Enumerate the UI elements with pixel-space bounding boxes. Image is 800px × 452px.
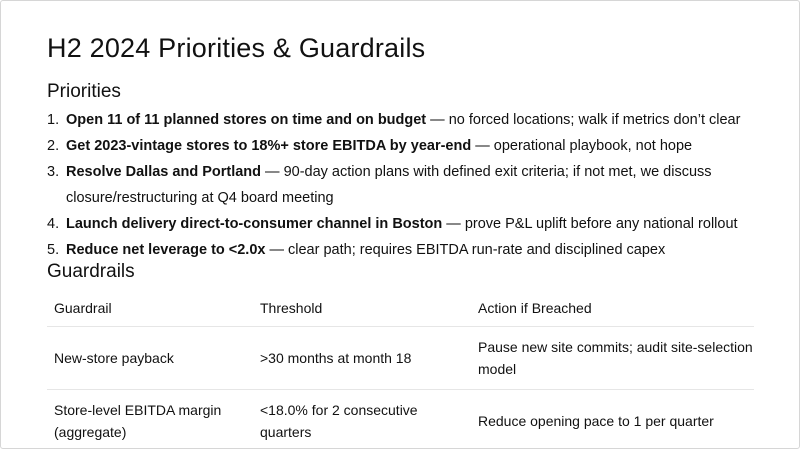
guardrails-table — [47, 290, 754, 452]
priority-detail: — operational playbook, not hope — [471, 138, 692, 154]
priority-item — [47, 107, 767, 133]
priority-lead: Resolve Dallas and Portland — [66, 164, 261, 180]
priority-lead: Get 2023-vintage stores to 18%+ store EBITDA by year-end — [66, 138, 471, 154]
table-header-row — [47, 290, 754, 327]
priority-detail: — clear path; requires EBITDA run-rate and disciplined capex — [265, 242, 665, 258]
priorities-list — [47, 107, 767, 263]
table-cell: <18.0% for 2 consecutive quarters — [253, 390, 471, 452]
priority-number: 1. — [47, 107, 59, 133]
guardrails-heading: Guardrails — [47, 261, 135, 283]
column-header-guardrail: Guardrail — [47, 290, 253, 327]
priority-detail: — no forced locations; walk if metrics don’t clear — [426, 112, 740, 128]
priority-detail: — prove P&L uplift before any national rollout — [442, 216, 737, 232]
table-row — [47, 390, 754, 452]
table-cell: >30 months at month 18 — [253, 327, 471, 390]
priority-lead: Launch delivery direct-to-consumer channel in Boston — [66, 216, 442, 232]
table-row — [47, 327, 754, 390]
priority-item — [47, 211, 767, 237]
priority-lead: Reduce net leverage to <2.0x — [66, 242, 265, 258]
priority-detail: — 90-day action plans with defined exit criteria; if not met, we discuss closure/restructuring at Q4 board meeting — [66, 164, 712, 206]
priorities-heading: Priorities — [47, 81, 121, 103]
priority-number: 5. — [47, 237, 59, 263]
priority-item — [47, 133, 767, 159]
priority-lead: Open 11 of 11 planned stores on time and on budget — [66, 112, 426, 128]
table-cell: New-store payback — [47, 327, 253, 390]
priority-number: 3. — [47, 159, 59, 185]
priority-item — [47, 159, 767, 211]
table-cell: Pause new site commits; audit site-selection model — [471, 327, 754, 390]
priority-number: 2. — [47, 133, 59, 159]
table-cell: Store-level EBITDA margin (aggregate) — [47, 390, 253, 452]
column-header-threshold: Threshold — [253, 290, 471, 327]
table-cell: Reduce opening pace to 1 per quarter — [471, 390, 754, 452]
priority-number: 4. — [47, 211, 59, 237]
column-header-action: Action if Breached — [471, 290, 754, 327]
priority-item — [47, 237, 767, 263]
slide-title: H2 2024 Priorities & Guardrails — [47, 33, 425, 64]
